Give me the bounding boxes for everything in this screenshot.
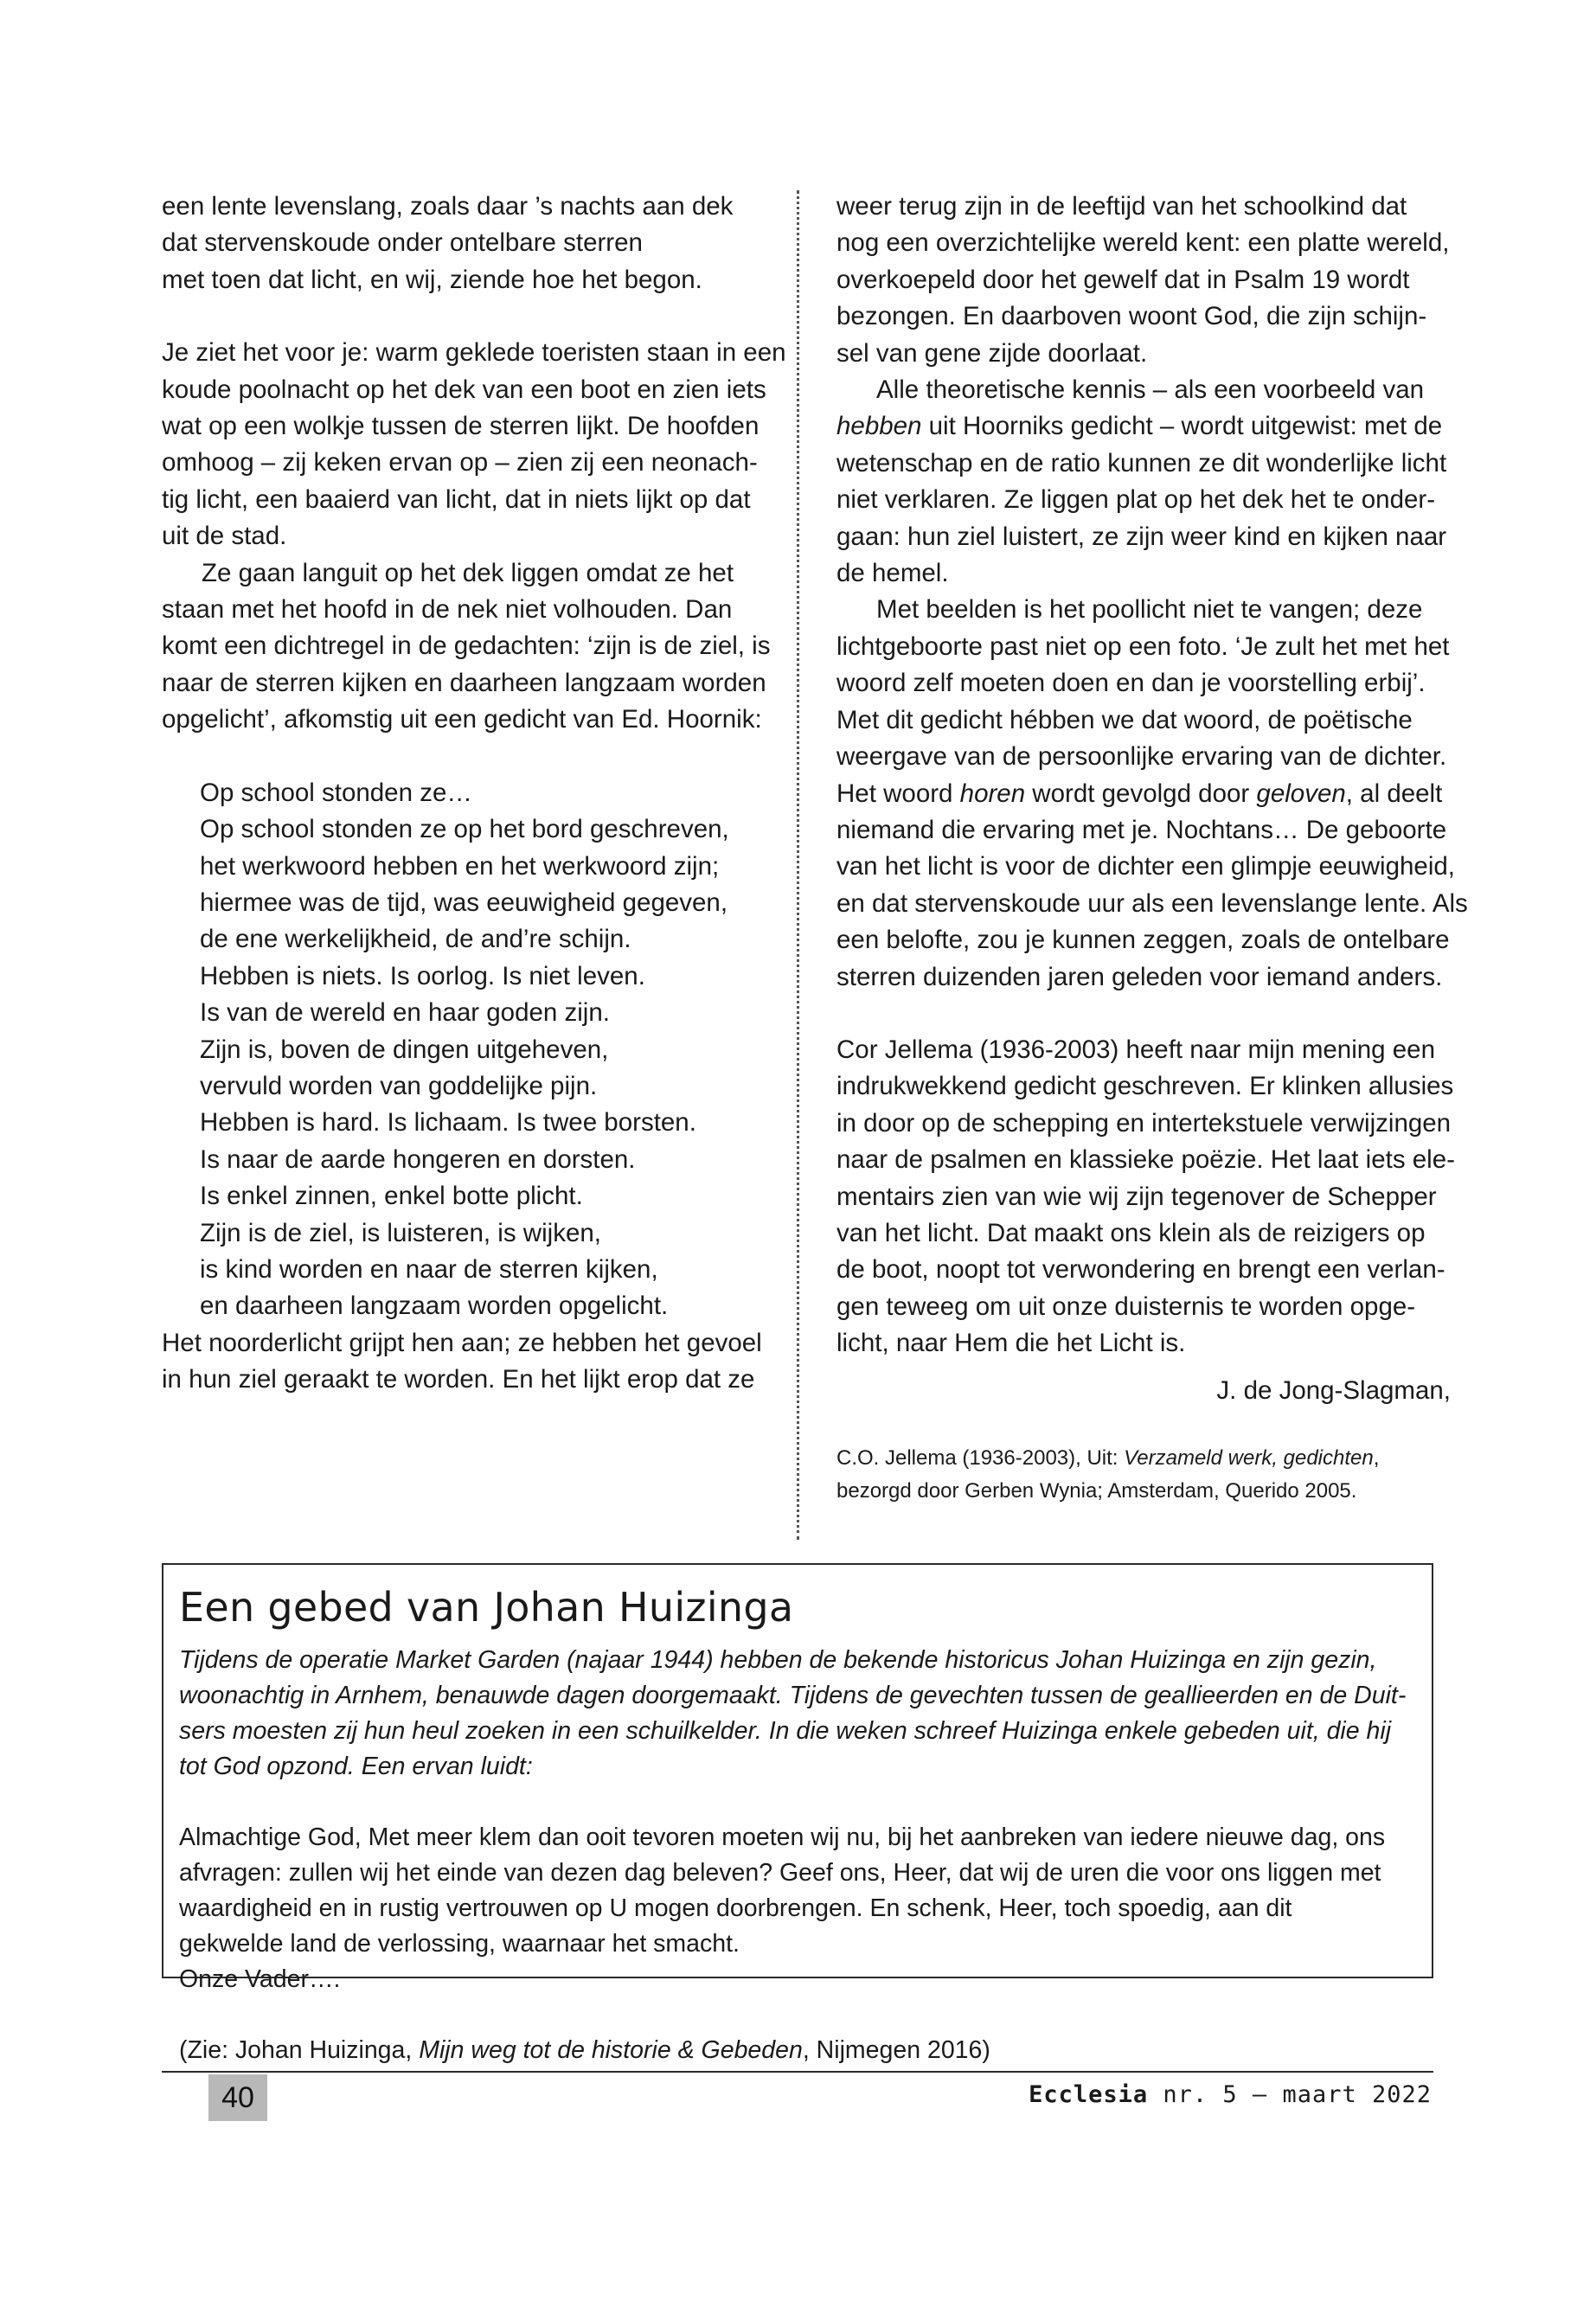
text-line: Alle theoretische kennis – als een voorbeeld van (876, 375, 1425, 405)
text-line: met toen dat licht, en wij, ziende hoe het begon. (162, 265, 702, 294)
text-line: gekwelde land de verlossing, waarnaar het smacht. (179, 1930, 740, 1958)
text-line: sterren duizenden jaren geleden voor iemand anders. (836, 962, 1443, 991)
text-line: tig licht, een baaierd van licht, dat in niets lijkt op dat (162, 484, 751, 514)
italic-title: Mijn weg tot de historie & Gebeden (419, 2036, 803, 2064)
text-line: bezongen. En daarboven woont God, die zijn schijn- (836, 302, 1427, 331)
text-line: woord zelf moeten doen en dan je voorstelling erbij’. (836, 669, 1426, 698)
paragraph (836, 592, 1468, 995)
author-signature: J. de Jong-Slagman, (1216, 1375, 1451, 1405)
poem-line: vervuld worden van goddelijke pijn. (200, 1071, 598, 1100)
text-span: uit Hoorniks gedicht – wordt uitgewist: met de (921, 412, 1443, 441)
text-line: Met beelden is het poollicht niet te vangen; deze (876, 595, 1423, 625)
poem-line: en daarheen langzaam worden opgelicht. (200, 1292, 669, 1321)
column-divider (797, 190, 799, 1540)
text-line: bezorgd door Gerben Wynia; Amsterdam, Querido 2005. (836, 1479, 1357, 1503)
text-line: Onze Vader…. (179, 1965, 341, 1993)
text-line: omhoog – zij keken ervan op – zien zij een neonach- (162, 448, 758, 478)
text-line: in hun ziel geraakt te worden. En het lijkt erop dat ze (162, 1365, 755, 1394)
text-line: Almachtige God, Met meer klem dan ooit tevoren moeten wij nu, bij het aanbreken van iedere nieuwe dag, ons (179, 1823, 1386, 1851)
prayer-box (162, 1563, 1433, 2064)
poem-line: Is enkel zinnen, enkel botte plicht. (200, 1182, 583, 1211)
box-title: Een gebed van Johan Huizinga (179, 1584, 794, 1631)
text-line: opgelicht’, afkomstig uit een gedicht van Ed. Hoornik: (162, 705, 762, 734)
poem-stanza (200, 958, 767, 1106)
text-line: koude poolnacht op het dek van een boot en zien iets (162, 375, 766, 404)
poem-line: Hebben is niets. Is oorlog. Is niet leven. (200, 961, 645, 990)
paragraph (836, 372, 1451, 592)
text-line: een lente levenslang, zoals daar ’s nachts aan dek (162, 192, 734, 221)
poem-line: hiermee was de tijd, was eeuwigheid gegeven, (200, 888, 728, 917)
source-citation (179, 2033, 1416, 2068)
left-column (162, 189, 786, 1399)
text-line: van het licht is voor de dichter een glimpje eeuwigheid, (836, 852, 1455, 881)
opening-lines (162, 189, 767, 298)
text-span: C.O. Jellema (1936-2003), Uit: (836, 1446, 1125, 1470)
text-line: de hemel. (836, 559, 949, 588)
journal-issue (1029, 2081, 1432, 2108)
text-line: gaan: hun ziel luistert, ze zijn weer kind en kijken naar (836, 522, 1447, 551)
text-line: Tijdens de operatie Market Garden (najaar 1944) hebben de bekende historicus Johan Huizinga en zijn gezin, (179, 1646, 1377, 1674)
text-line: afvragen: zullen wij het einde van dezen dag beleven? Geef ons, Heer, dat wij de uren die voor ons liggen met (179, 1859, 1381, 1887)
paragraph (162, 1325, 767, 1399)
text-line: sel van gene zijde doorlaat. (836, 338, 1148, 368)
poem-line: Is naar de aarde hongeren en dorsten. (200, 1144, 636, 1174)
text-line: staan met het hoofd in de nek niet volhouden. Dan (162, 595, 733, 625)
text-line: Ze gaan languit op het dek liggen omdat ze het (202, 558, 734, 587)
text-line: indrukwekkend gedicht geschreven. Er klinken allusies (836, 1072, 1454, 1101)
text-line: weer terug zijn in de leeftijd van het schoolkind dat (836, 192, 1407, 221)
poem-stanza (200, 1105, 767, 1215)
text-line (836, 408, 1451, 445)
text-span: wordt gevolgd door (1025, 779, 1257, 808)
text-line (836, 1442, 1451, 1475)
issue-text: nr. 5 — maart 2022 (1148, 2081, 1432, 2108)
text-line: de boot, noopt tot verwondering en brengt een verlan- (836, 1255, 1445, 1285)
italic-title: Verzameld werk, gedichten (1124, 1446, 1374, 1470)
text-line: wetenschap en de ratio kunnen ze dit wonderlijke licht (836, 448, 1447, 478)
poem-line: Hebben is hard. Is lichaam. Is twee borsten. (200, 1108, 696, 1138)
text-span: , al deelt (1345, 779, 1443, 808)
text-line: Cor Jellema (1936-2003) heeft naar mijn mening een (836, 1035, 1435, 1064)
paragraph (162, 555, 771, 739)
text-line: woonachtig in Arnhem, benauwde dagen doorgemaakt. Tijdens de gevechten tussen de geallieerden en de Duit- (179, 1682, 1407, 1709)
page-number: 40 (208, 2074, 267, 2121)
poem-line: Zijn is, boven de dingen uitgeheven, (200, 1035, 609, 1064)
right-column (836, 189, 1468, 1508)
text-line: licht, naar Hem die het Licht is. (836, 1329, 1186, 1358)
text-span: (Zie: Johan Huizinga, (179, 2036, 420, 2064)
poem-stanza (200, 1215, 767, 1325)
text-span: , Nijmegen 2016) (802, 2036, 990, 2064)
text-line: wat op een wolkje tussen de sterren lijkt. De hoofden (162, 412, 760, 441)
text-line: naar de psalmen en klassieke poëzie. Het laat iets ele- (836, 1145, 1455, 1175)
text-line: van het licht. Dat maakt ons klein als de reizigers op (836, 1218, 1426, 1247)
paragraph (836, 189, 1451, 372)
text-line: Met dit gedicht hébben we dat woord, de poëtische (836, 705, 1413, 734)
text-line: Het noorderlicht grijpt hen aan; ze hebben het gevoel (162, 1328, 762, 1357)
journal-name: Ecclesia (1029, 2081, 1149, 2108)
poem-line: is kind worden en naar de sterren kijken, (200, 1254, 658, 1284)
italic-word: geloven (1256, 779, 1346, 808)
paragraph (836, 1032, 1455, 1362)
text-span: , (1373, 1446, 1380, 1470)
italic-word: horen (959, 779, 1026, 808)
text-line: nog een overzichtelijke wereld kent: een platte wereld, (836, 228, 1450, 258)
text-line: overkoepeld door het gewelf dat in Psalm 19 wordt (836, 265, 1410, 294)
text-line: weergave van de persoonlijke ervaring van de dichter. (836, 742, 1447, 772)
text-line: tot God opzond. Een ervan luidt: (179, 1753, 533, 1780)
text-line: komt een dichtregel in de gedachten: ‘zijn is de ziel, is (162, 631, 771, 661)
text-line: waardigheid en in rustig vertrouwen op U mogen doorbrengen. En schenk, Heer, toch spoedig, aan dit (179, 1894, 1292, 1922)
poem-line: Is van de wereld en haar goden zijn. (200, 998, 610, 1028)
text-line: dat stervenskoude onder ontelbare sterren (162, 228, 643, 258)
text-line: niet verklaren. Ze liggen plat op het dek het te onder- (836, 485, 1436, 515)
text-span: Het woord (836, 779, 960, 808)
poem-line: het werkwoord hebben en het werkwoord zijn; (200, 851, 720, 881)
text-line: Je ziet het voor je: warm geklede toeristen staan in een (162, 338, 786, 368)
text-line: een belofte, zou je kunnen zeggen, zoals de ontelbare (836, 926, 1450, 955)
text-line: gen teweeg om uit onze duisternis te worden opge- (836, 1292, 1416, 1321)
text-line (836, 776, 1451, 812)
poem-title: Op school stonden ze… (200, 778, 472, 807)
box-intro (179, 1643, 1416, 1785)
footer-rule (162, 2071, 1433, 2073)
text-line: en dat stervenskoude uur als een levenslange lente. Als (836, 888, 1468, 918)
poem-line: de ene werkelijkheid, de and’re schijn. (200, 925, 631, 954)
prayer-text (179, 1820, 1416, 1997)
text-line: lichtgeboorte past niet op een foto. ‘Je zult het met het (836, 631, 1450, 661)
poem-line: Zijn is de ziel, is luisteren, is wijken, (200, 1218, 601, 1247)
text-line: niemand die ervaring met je. Nochtans… De geboorte (836, 815, 1447, 844)
poem-stanza (200, 811, 767, 958)
text-line: uit de stad. (162, 522, 287, 551)
footnote (836, 1442, 1451, 1508)
poem-line: Op school stonden ze op het bord geschreven, (200, 815, 729, 844)
paragraph (162, 335, 786, 554)
text-line: sers moesten zij hun heul zoeken in een schuilkelder. In die weken schreef Huizinga enkele gebeden uit, die hij (179, 1717, 1392, 1745)
poem (200, 775, 767, 1325)
text-line: in door op de schepping en intertekstuele verwijzingen (836, 1108, 1452, 1138)
italic-word: hebben (836, 412, 922, 441)
text-line: mentairs zien van wie wij zijn tegenover de Schepper (836, 1182, 1437, 1211)
text-line: naar de sterren kijken en daarheen langzaam worden (162, 668, 766, 697)
